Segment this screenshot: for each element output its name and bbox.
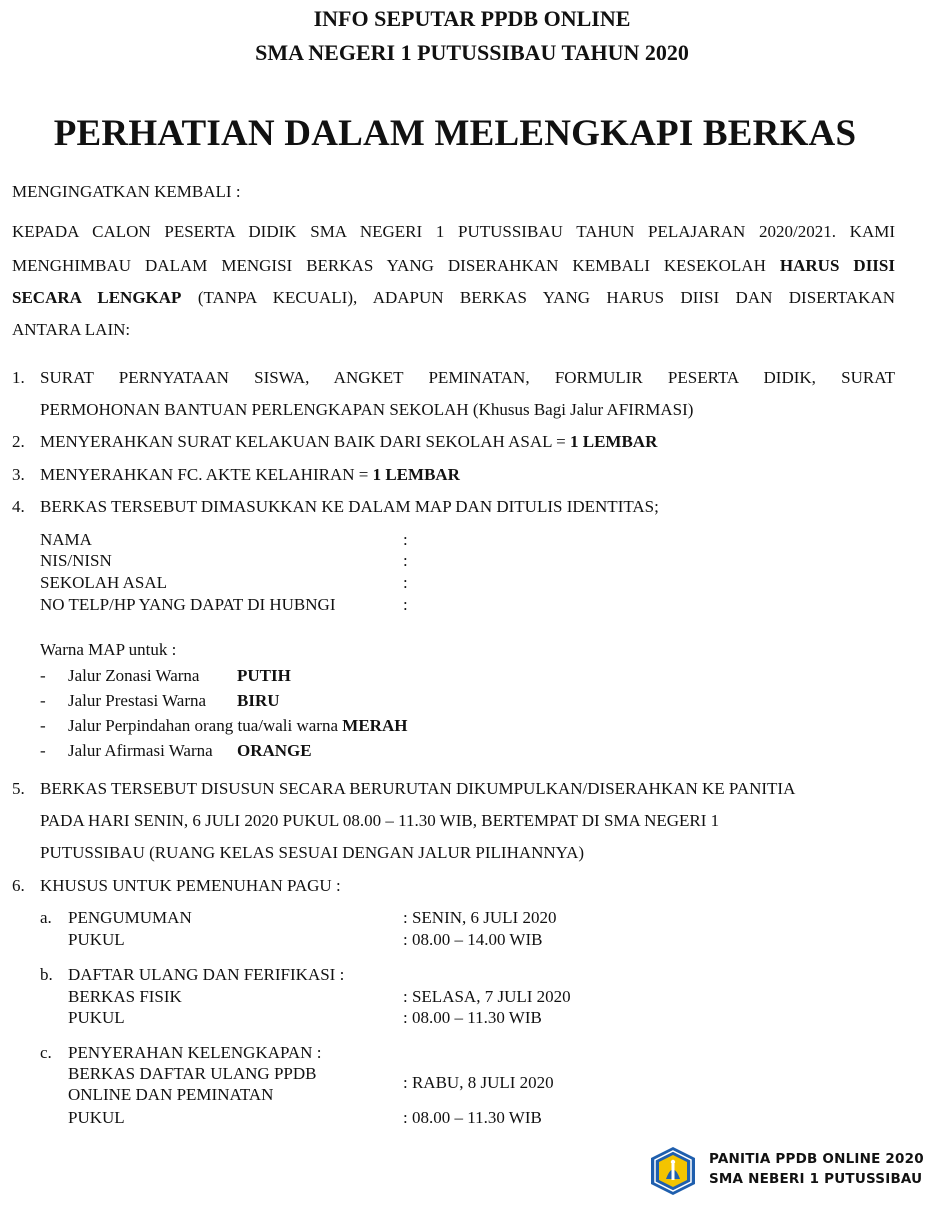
item-2-text: MENYERAHKAN SURAT KELAKUAN BAIK DARI SEKOLAH ASAL =: [40, 432, 566, 451]
header-line-2: SMA NEGERI 1 PUTUSSIBAU TAHUN 2020: [255, 40, 689, 65]
schedule-b-time-label: PUKUL: [68, 1008, 125, 1027]
footer-line-1: PANITIA PPDB ONLINE 2020: [709, 1151, 924, 1167]
item-3: [40, 465, 460, 485]
intro-line-3-bold: SECARA LENGKAP: [12, 288, 182, 307]
intro-line-2-text: MENGHIMBAU DALAM MENGISI BERKAS YANG DISERAHKAN KEMBALI KESEKOLAH: [12, 256, 766, 275]
intro-line-3: [12, 288, 895, 308]
schedule-b-letter: b.: [40, 965, 53, 984]
identity-label-school: SEKOLAH ASAL: [40, 573, 168, 592]
intro-line-2-bold: HARUS DIISI: [779, 256, 895, 275]
bullet: -: [40, 691, 46, 710]
schedule-a-title: PENGUMUMAN: [68, 908, 192, 927]
map-color-value-prestasi: BIRU: [237, 691, 280, 710]
identity-sep-school: :: [403, 573, 408, 592]
map-color-value-perpindahan: MERAH: [342, 716, 408, 735]
item-number-4: 4.: [12, 497, 25, 516]
item-5-line-1: BERKAS TERSEBUT DISUSUN SECARA BERURUTAN DIKUMPULKAN/DISERAHKAN KE PANITIA: [40, 779, 796, 798]
item-3-text: MENYERAHKAN FC. AKTE KELAHIRAN =: [40, 465, 369, 484]
intro-line-1: KEPADA CALON PESERTA DIDIK SMA NEGERI 1 PUTUSSIBAU TAHUN PELAJARAN 2020/2021. KAMI: [12, 222, 895, 241]
map-color-value-zonasi: PUTIH: [237, 666, 291, 685]
map-color-label-zonasi: Jalur Zonasi Warna: [68, 666, 200, 685]
footer-line-2: SMA NEBERI 1 PUTUSSIBAU: [709, 1171, 923, 1187]
schedule-c-label-line-1: BERKAS DAFTAR ULANG PPDB: [68, 1064, 317, 1083]
schedule-c-date: : RABU, 8 JULI 2020: [403, 1073, 554, 1092]
schedule-a-date: : SENIN, 6 JULI 2020: [403, 908, 557, 927]
schedule-c-time: : 08.00 – 11.30 WIB: [403, 1108, 542, 1127]
schedule-c-label-line-2: ONLINE DAN PEMINATAN: [68, 1085, 274, 1104]
schedule-a-letter: a.: [40, 908, 52, 927]
identity-sep-phone: :: [403, 595, 408, 614]
bullet: -: [40, 666, 46, 685]
schedule-b-date: : SELASA, 7 JULI 2020: [403, 987, 571, 1006]
item-number-2: 2.: [12, 432, 25, 451]
bullet: -: [40, 716, 46, 735]
item-1-line-1: SURAT PERNYATAAN SISWA, ANGKET PEMINATAN, FORMULIR PESERTA DIDIK, SURAT: [40, 368, 895, 387]
item-number-3: 3.: [12, 465, 25, 484]
item-number-5: 5.: [12, 779, 25, 798]
main-title: PERHATIAN DALAM MELENGKAPI BERKAS: [53, 113, 857, 154]
schedule-c-letter: c.: [40, 1043, 52, 1062]
item-2-bold: 1 LEMBAR: [569, 432, 658, 451]
identity-label-name: NAMA: [40, 530, 92, 549]
schedule-b-time: : 08.00 – 11.30 WIB: [403, 1008, 542, 1027]
schedule-b-title: DAFTAR ULANG DAN FERIFIKASI :: [68, 965, 345, 984]
identity-sep-name: :: [403, 530, 408, 549]
item-4: BERKAS TERSEBUT DIMASUKKAN KE DALAM MAP DAN DITULIS IDENTITAS;: [40, 497, 659, 516]
item-5-line-2: PADA HARI SENIN, 6 JULI 2020 PUKUL 08.00 – 11.30 WIB, BERTEMPAT DI SMA NEGERI 1: [40, 811, 720, 830]
schedule-c-time-label: PUKUL: [68, 1108, 125, 1127]
schedule-a-time: : 08.00 – 14.00 WIB: [403, 930, 543, 949]
schedule-c-title: PENYERAHAN KELENGKAPAN :: [68, 1043, 322, 1062]
bullet: -: [40, 741, 46, 760]
item-6: KHUSUS UNTUK PEMENUHAN PAGU :: [40, 876, 341, 895]
schedule-a-time-label: PUKUL: [68, 930, 125, 949]
item-5-line-3: PUTUSSIBAU (RUANG KELAS SESUAI DENGAN JALUR PILIHANNYA): [40, 843, 585, 862]
schedule-b-label: BERKAS FISIK: [68, 987, 182, 1006]
map-color-title: Warna MAP untuk :: [40, 640, 177, 659]
map-color-label-perpindahan: [68, 716, 407, 736]
header-line-1: INFO SEPUTAR PPDB ONLINE: [313, 6, 631, 31]
map-color-label-afirmasi: Jalur Afirmasi Warna: [68, 741, 213, 760]
reminder-text: MENGINGATKAN KEMBALI :: [12, 182, 241, 201]
intro-line-2: [12, 256, 895, 276]
school-logo-icon: [648, 1146, 698, 1196]
intro-line-4: ANTARA LAIN:: [12, 320, 131, 339]
identity-sep-nisn: :: [403, 551, 408, 570]
identity-label-phone: NO TELP/HP YANG DAPAT DI HUBNGI: [40, 595, 336, 614]
item-1-line-2: PERMOHONAN BANTUAN PERLENGKAPAN SEKOLAH (Khusus Bagi Jalur AFIRMASI): [40, 400, 694, 419]
map-color-label-prestasi: Jalur Prestasi Warna: [68, 691, 207, 710]
identity-label-nisn: NIS/NISN: [40, 551, 112, 570]
map-color-value-afirmasi: ORANGE: [237, 741, 312, 760]
item-number-1: 1.: [12, 368, 25, 387]
map-color-label-perpindahan-text: Jalur Perpindahan orang tua/wali warna: [68, 716, 339, 735]
item-2: [40, 432, 657, 452]
item-number-6: 6.: [12, 876, 25, 895]
intro-line-3-text: (TANPA KECUALI), ADAPUN BERKAS YANG HARUS DIISI DAN DISERTAKAN: [197, 288, 895, 307]
item-3-bold: 1 LEMBAR: [372, 465, 460, 484]
